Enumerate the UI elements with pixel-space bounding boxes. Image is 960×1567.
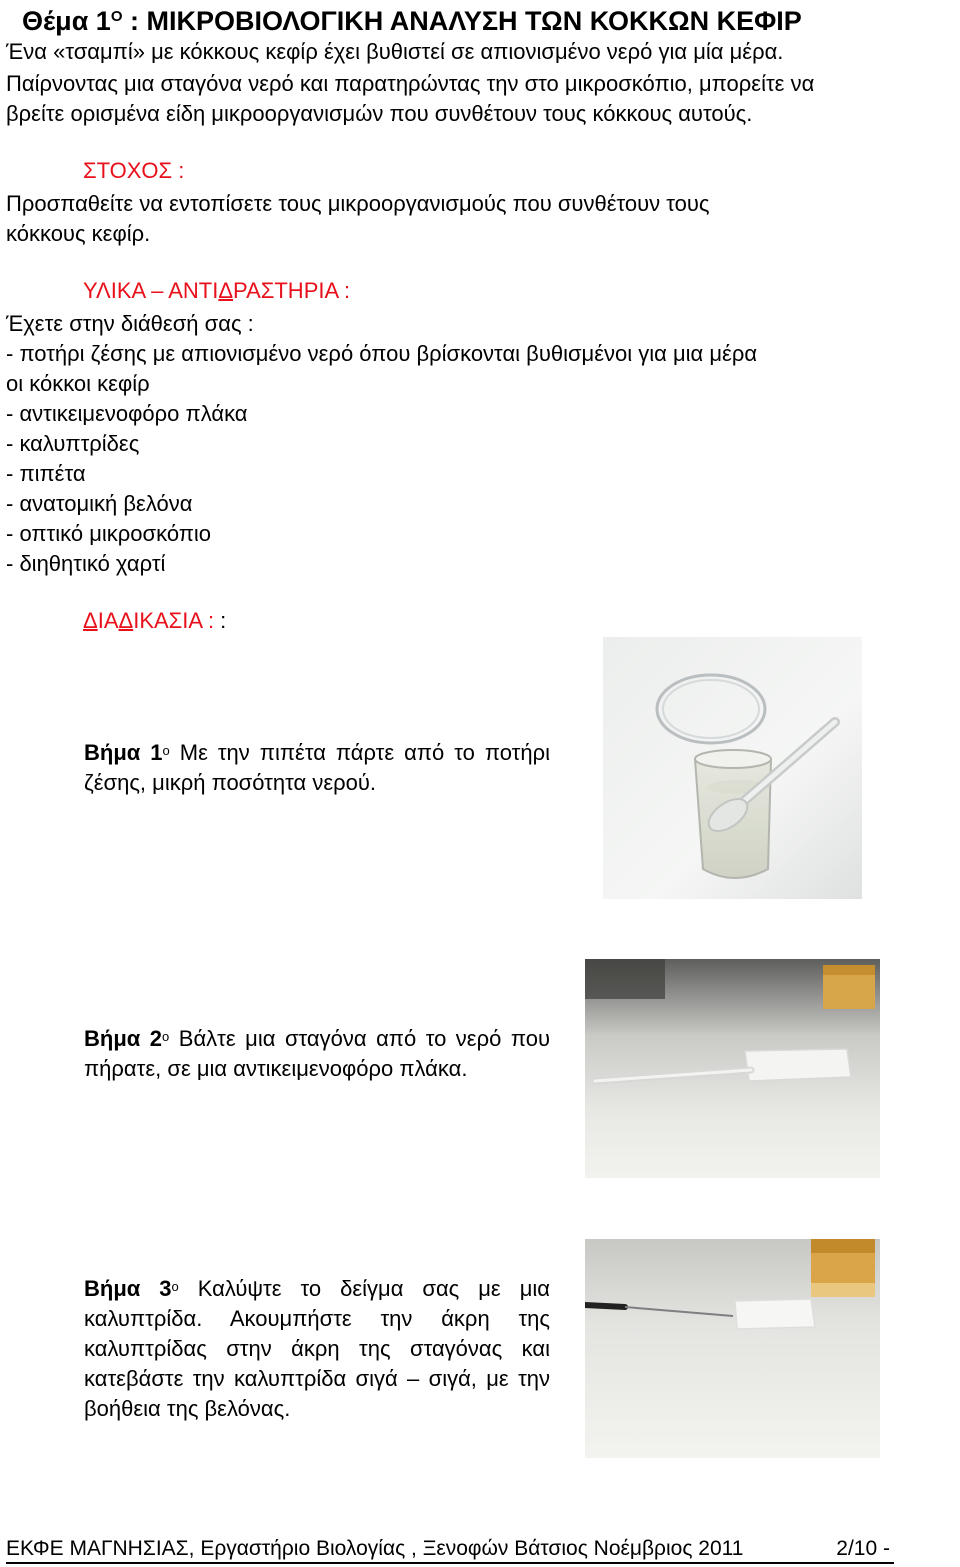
beaker-pipette-photo [603,637,862,899]
step-2-text: Βήμα $2^o$ Βάλτε μια σταγόνα από το νερό που πήρατε, σε μια αντικειμενοφόρο πλάκα. [84,1026,550,1081]
procedure-heading: ΔΙΑΔΙΚΑΣΙΑ : : [83,608,227,633]
page-number: 2/10 - [836,1537,890,1560]
step-2-photo [585,959,880,1178]
intro-line-1: Ένα «τσαμπί» με κόκκους κεφίρ έχει βυθιστεί σε απιονισμένο νερό για μία μέρα. [6,39,784,64]
slide-pipette-photo [585,959,880,1178]
footer-text: ΕΚΦΕ ΜΑΓΝΗΣΙΑΣ, Εργαστήριο Βιολογίας , Ξενοφών Βάτσιος Νοέμβριος 2011 [6,1537,744,1560]
page-footer [6,1536,894,1564]
materials-intro: Έχετε στην διάθεσή σας : [6,311,254,336]
step-3-photo [585,1239,880,1458]
intro-line-2: Παίρνοντας μια σταγόνα νερό και παρατηρώντας την στο μικροσκόπιο, μπορείτε να [6,71,815,96]
materials-item: - διηθητικό χαρτί [6,551,166,576]
goal-line-2: κόκκους κεφίρ. [6,221,151,246]
materials-item: - ποτήρι ζέσης με απιονισμένο νερό όπου βρίσκονται βυθισμένοι για μια μέρα [6,341,758,366]
materials-item: - αντικειμενοφόρο πλάκα [6,401,248,426]
step-1-text: Βήμα $1^o$ Με την πιπέτα πάρτε από το ποτήρι ζέσης, μικρή ποσότητα νερού. [84,740,550,795]
coverslip-needle-photo [585,1239,880,1458]
step-3-text: Βήμα $3^o$ Καλύψτε το δείγμα σας με μια καλυπτρίδα. Ακουμπήστε την άκρη της καλυπτρίδας στην άκρη της σταγόνας και κατεβάστε την καλυπτρίδα σιγά – σιγά, με την βοήθεια της βελόνας. [84,1276,550,1421]
materials-item: - πιπέτα [6,461,86,486]
materials-heading: ΥΛΙΚΑ – ΑΝΤΙΔΡΑΣΤΗΡΙΑ : [83,278,351,303]
materials-item: - καλυπτρίδες [6,431,140,456]
step-1-photo [603,637,862,899]
materials-item: - ανατομική βελόνα [6,491,193,516]
materials-item: - οπτικό μικροσκόπιο [6,521,212,546]
materials-item: οι κόκκοι κεφίρ [6,371,150,396]
intro-line-3: βρείτε ορισμένα είδη μικροοργανισμών που συνθέτουν τους κόκκους αυτούς. [6,101,753,126]
goal-heading: ΣΤΟΧΟΣ : [83,158,185,183]
goal-line-1: Προσπαθείτε να εντοπίσετε τους μικροοργανισμούς που συνθέτουν τους [6,191,710,216]
page-title: Θέμα $1^O$ : ΜΙΚΡΟΒΙΟΛΟΓΙΚΗ ΑΝΑΛΥΣΗ ΤΩΝ ΚΟΚΚΩΝ ΚΕΦΙΡ [22,6,802,36]
